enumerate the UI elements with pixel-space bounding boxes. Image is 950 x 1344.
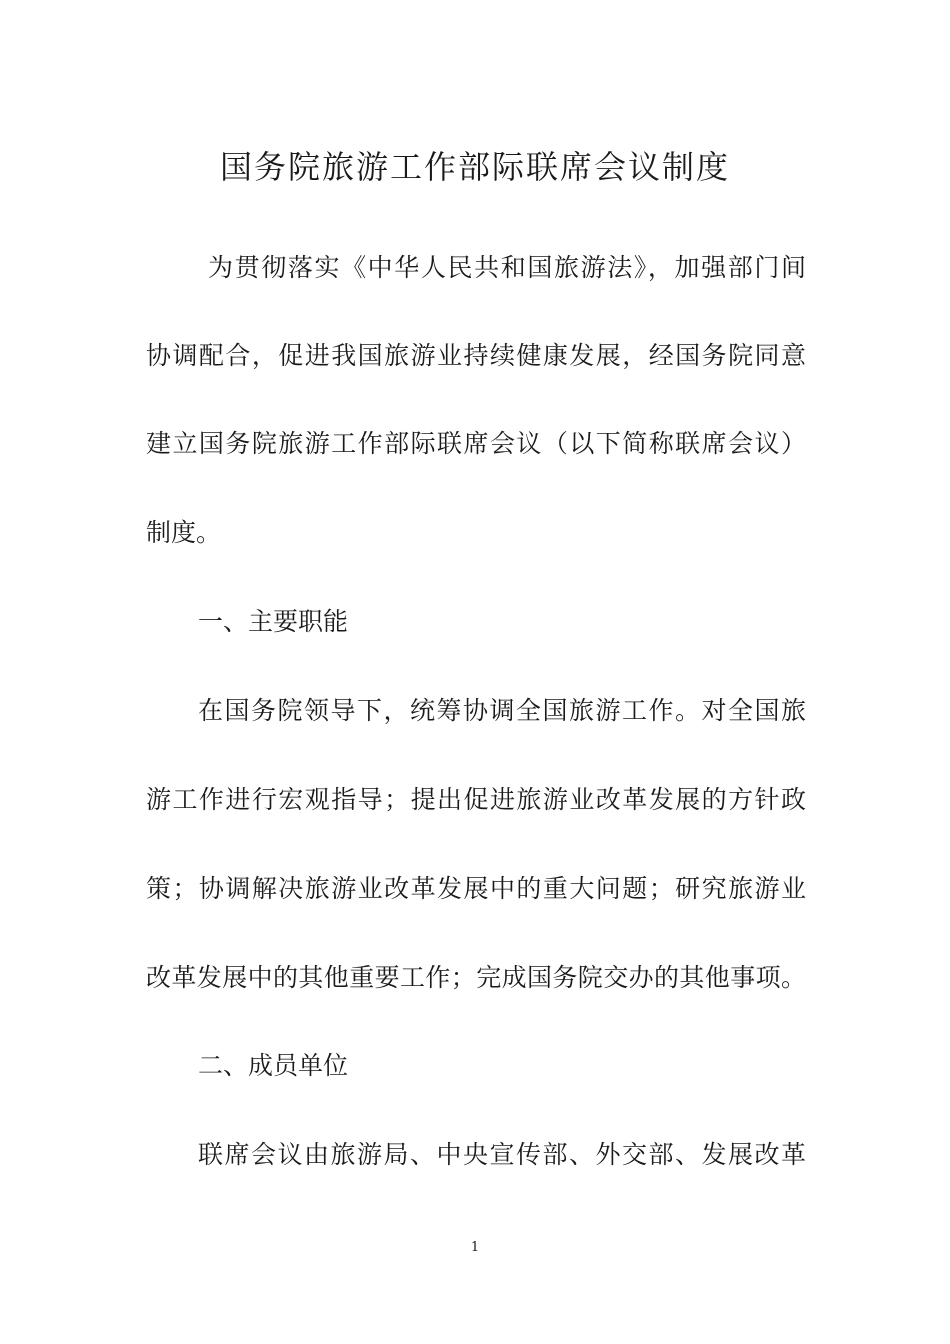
section1-line-4: 改革发展中的其他重要工作；完成国务院交办的其他事项。: [146, 963, 806, 992]
section1-line-2: 游工作进行宏观指导；提出促进旅游业改革发展的方针政: [146, 785, 806, 814]
intro-line-3: 建立国务院旅游工作部际联席会议（以下简称联席会议）: [146, 429, 806, 458]
section-heading-members: 二、成员单位: [198, 1051, 349, 1080]
intro-line-2: 协调配合，促进我国旅游业持续健康发展，经国务院同意: [146, 341, 806, 370]
intro-line-4: 制度。: [146, 518, 222, 547]
intro-line-1: 为贯彻落实《中华人民共和国旅游法》，加强部门间: [208, 253, 806, 282]
section2-line-1: 联席会议由旅游局、中央宣传部、外交部、发展改革: [198, 1140, 806, 1169]
document-title: 国务院旅游工作部际联席会议制度: [219, 148, 730, 186]
section1-line-3: 策；协调解决旅游业改革发展中的重大问题；研究旅游业: [146, 874, 806, 903]
section-heading-functions: 一、主要职能: [198, 607, 349, 636]
section1-line-1: 在国务院领导下，统筹协调全国旅游工作。对全国旅: [198, 696, 806, 725]
page-number: 1: [470, 1240, 480, 1255]
